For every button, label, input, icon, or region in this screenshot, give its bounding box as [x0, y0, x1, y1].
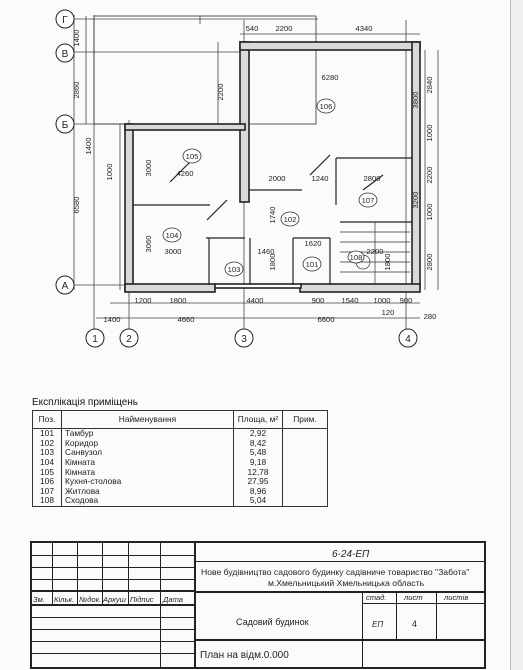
dimension: 2800 [363, 174, 381, 183]
row-note [283, 458, 328, 468]
sheet-title: План на відм.0.000 [200, 650, 289, 661]
dimension: 1400 [72, 29, 81, 47]
room-number: 108 [349, 253, 363, 262]
dimension: 280 [423, 312, 437, 321]
dimension: 540 [245, 24, 259, 33]
room-number: 103 [227, 265, 241, 274]
axis-label-row: Г [62, 15, 68, 26]
drawing-code: 6-24-ЕП [332, 549, 370, 560]
dimension: 1400 [84, 137, 93, 155]
dimension: 3000 [164, 247, 182, 256]
dimension: 2200 [275, 24, 293, 33]
row-pos: 102 [33, 439, 62, 449]
dimension: 2860 [72, 81, 81, 99]
stamp-col-label: Кільк. [54, 595, 75, 604]
title-block [30, 541, 486, 669]
row-name: Житлова [62, 487, 234, 497]
dimension: 120 [381, 308, 395, 317]
row-area: 27,95 [234, 477, 283, 487]
row-area: 9,18 [234, 458, 283, 468]
dimension: 4400 [246, 296, 264, 305]
row-note [283, 487, 328, 497]
row-name: Сходова [62, 496, 234, 506]
axis-label-row: А [61, 281, 69, 292]
row-pos: 103 [33, 448, 62, 458]
dimension: 4660 [177, 315, 195, 324]
table-row [33, 496, 328, 506]
dimension: 900 [399, 296, 413, 305]
dimension: 2200 [216, 83, 225, 101]
stamp-col-label: Зм. [33, 595, 45, 604]
room-number: 107 [361, 196, 375, 205]
row-note [283, 467, 328, 477]
axis-label-row: В [61, 49, 69, 60]
stamp-col-label: Дата [163, 595, 184, 604]
row-name: Санвузол [62, 448, 234, 458]
dimension: 1000 [425, 203, 434, 221]
header-pos: Поз. [33, 411, 62, 429]
row-note [283, 448, 328, 458]
dimension: 2000 [268, 174, 286, 183]
dimension: 1000 [373, 296, 391, 305]
header-name: Найменування [62, 411, 234, 429]
dimension: 2800 [425, 253, 434, 271]
dimension: 6280 [321, 73, 339, 82]
row-area: 8,42 [234, 439, 283, 449]
room-number: 104 [165, 231, 179, 240]
dimension: 4340 [355, 24, 373, 33]
dimension: 1200 [134, 296, 152, 305]
project-line-2: м.Хмельницький Хмельницька область [268, 578, 425, 588]
row-name: Кімната [62, 458, 234, 468]
axis-label-col: 2 [126, 334, 132, 345]
dimension: 6600 [317, 315, 335, 324]
header-area: Площа, м² [234, 411, 283, 429]
dimension: 3800 [411, 91, 420, 109]
row-name: Тамбур [62, 429, 234, 439]
row-area: 12,78 [234, 467, 283, 477]
row-note [283, 429, 328, 439]
dimension: 2200 [366, 247, 384, 256]
dimension: 2200 [425, 166, 434, 184]
row-area: 8,96 [234, 487, 283, 497]
stage-label: стад. [366, 593, 387, 602]
row-pos: 108 [33, 496, 62, 506]
dimension: 6580 [72, 196, 81, 214]
table-row [33, 458, 328, 468]
dimension: 1800 [169, 296, 187, 305]
room-number: 102 [283, 215, 297, 224]
sheet-label: лист [404, 593, 423, 602]
room-number: 106 [319, 102, 333, 111]
dimension: 1620 [304, 239, 322, 248]
sheets-label: листів [444, 593, 469, 602]
explication-title: Експлікація приміщень [32, 397, 138, 408]
dimension: 900 [311, 296, 325, 305]
dimension: 3200 [411, 191, 420, 209]
header-note: Прим. [283, 411, 328, 429]
dimension: 3060 [144, 235, 153, 253]
axis-label-col: 1 [92, 334, 98, 345]
dimension: 1400 [103, 315, 121, 324]
stamp-col-label: Підпис [130, 595, 154, 604]
sheet-value: 4 [412, 619, 418, 629]
row-note [283, 477, 328, 487]
axis-label-row: Б [61, 120, 69, 131]
dimension: 2840 [425, 76, 434, 94]
row-area: 5,48 [234, 448, 283, 458]
dimension: 1000 [105, 163, 114, 181]
dimension: 1800 [268, 253, 277, 271]
dimension: 1800 [383, 253, 392, 271]
axis-label-col: 4 [405, 334, 411, 345]
row-note [283, 496, 328, 506]
project-line-1: Нове будівництво садового будинку садівниче товариство "Забота" [201, 567, 470, 577]
room-number: 105 [185, 152, 199, 161]
dimension: 1240 [311, 174, 329, 183]
stage-value: ЕП [372, 620, 384, 629]
row-pos: 105 [33, 467, 62, 477]
stamp-col-label: №док. [79, 595, 102, 604]
row-area: 5,04 [234, 496, 283, 506]
row-note [283, 439, 328, 449]
row-pos: 106 [33, 477, 62, 487]
row-pos: 104 [33, 458, 62, 468]
dimension: 1740 [268, 206, 277, 224]
row-name: Кухня-столова [62, 477, 234, 487]
dimension: 4260 [176, 169, 194, 178]
row-area: 2,92 [234, 429, 283, 439]
stamp-col-label: Аркуш [103, 595, 126, 604]
axis-label-col: 3 [241, 334, 247, 345]
row-name: Коридор [62, 439, 234, 449]
building-name: Садовий будинок [236, 617, 309, 627]
dimension: 1540 [341, 296, 359, 305]
explication-table [32, 410, 328, 507]
row-pos: 101 [33, 429, 62, 439]
page-edge [510, 0, 523, 670]
row-pos: 107 [33, 487, 62, 497]
row-name: Кімната [62, 467, 234, 477]
dimension: 1000 [425, 124, 434, 142]
dimension: 3000 [144, 159, 153, 177]
dimension: 1460 [257, 247, 275, 256]
room-number: 101 [305, 260, 319, 269]
